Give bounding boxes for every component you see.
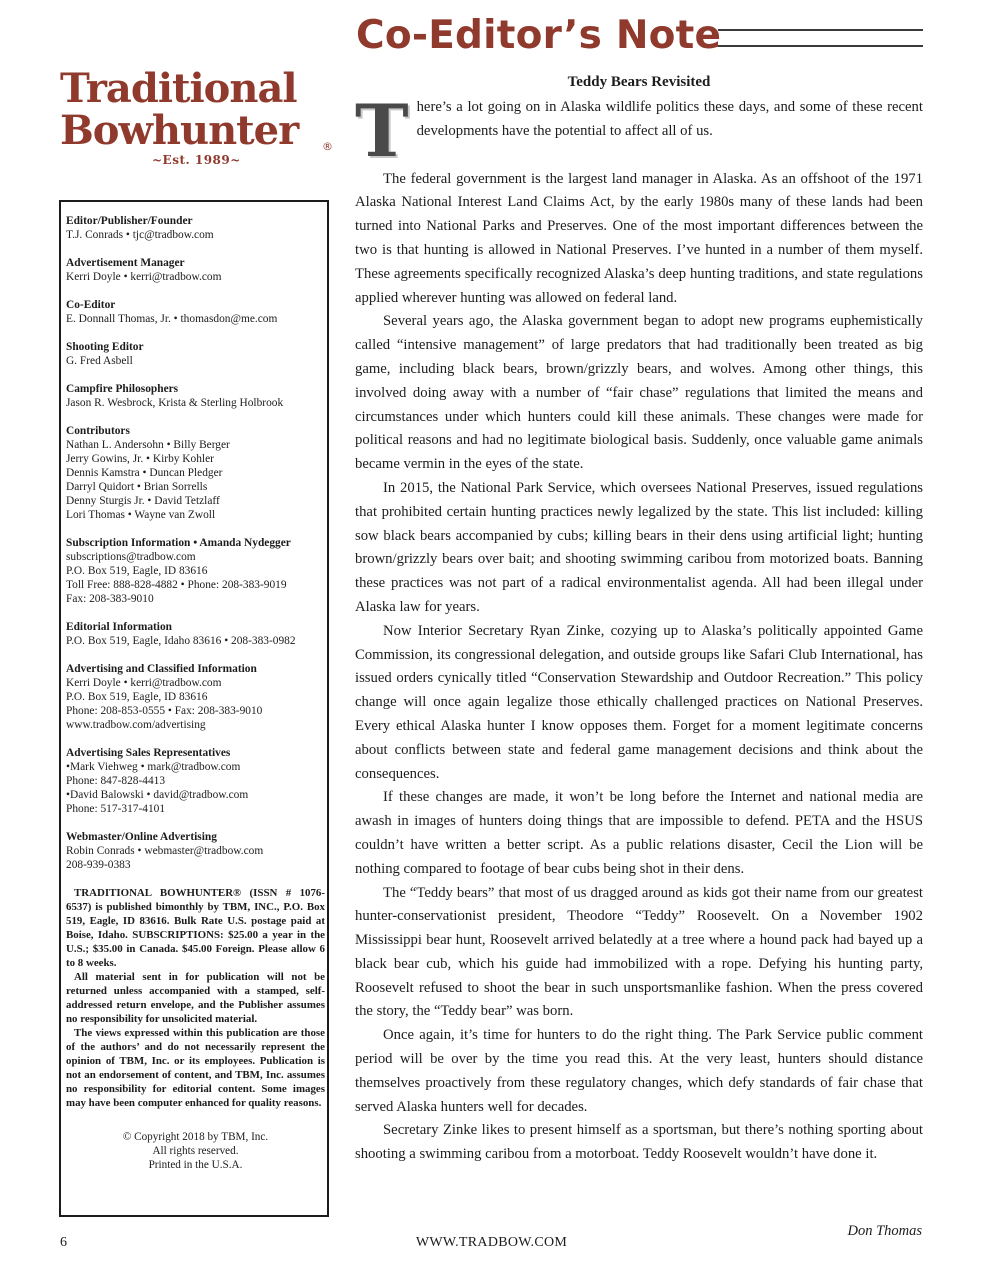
legal-paragraph: TRADITIONAL BOWHUNTER® (ISSN # 1076-6537) is published bimonthly by TBM, INC., P.O. Box 519, Eagle, ID 83616. Bulk Rate U.S. postage paid at Boise, Idaho. SUBSCRIPTIONS: $25.00 a year in the U.S.; $35.00 in Canada. $45.00 Foreign. Please allow 6 to 8 weeks. bbox=[66, 887, 325, 969]
copyright-line: All rights reserved. bbox=[152, 1145, 239, 1157]
masthead-section-title: Co-Editor bbox=[66, 299, 116, 311]
masthead-section bbox=[66, 298, 325, 326]
article-paragraph: The “Teddy bears” that most of us dragged around as kids got their name from our greatest hunter-conservationist president, Theodore “Teddy” Roosevelt. On a November 1902 Mississippi bear hunt, Roosevelt arrived belatedly at a tree where a hound pack had bayed up a black bear cub, which his guide had immobilized with a rope. Defying his hunting party, Roosevelt refused to shoot the bear in such unsportsmanlike fashion. When the press covered the story, the “Teddy bear” was born. bbox=[355, 884, 923, 1020]
article-paragraph: Secretary Zinke likes to present himself as a sportsman, but there’s nothing sporting about shooting a swimming caribou from a motorboat. Teddy Roosevelt wouldn’t have done it. bbox=[355, 1122, 923, 1163]
masthead-line: Nathan L. Andersohn • Billy Berger bbox=[66, 439, 230, 451]
masthead-section bbox=[66, 620, 325, 648]
masthead-section bbox=[66, 340, 325, 368]
masthead-line: •David Balowski • david@tradbow.com bbox=[66, 789, 249, 801]
masthead-section bbox=[66, 536, 325, 606]
copyright-line: © Copyright 2018 by TBM, Inc. bbox=[122, 1131, 269, 1143]
masthead-section bbox=[66, 746, 325, 816]
masthead-line: subscriptions@tradbow.com bbox=[66, 551, 196, 563]
masthead-section bbox=[66, 424, 325, 522]
masthead-line: www.tradbow.com/advertising bbox=[66, 719, 206, 731]
page-heading: Co-Editor’s Note bbox=[356, 13, 722, 58]
masthead-section bbox=[66, 830, 325, 872]
heading-rule-bottom bbox=[718, 45, 923, 47]
masthead-section-title: Contributors bbox=[66, 425, 130, 437]
masthead-line: Denny Sturgis Jr. • David Tetzlaff bbox=[66, 495, 220, 507]
masthead-section bbox=[66, 662, 325, 732]
masthead-line: P.O. Box 519, Eagle, Idaho 83616 • 208-383-0982 bbox=[66, 635, 296, 647]
masthead-line: Jason R. Wesbrock, Krista & Sterling Holbrook bbox=[66, 397, 284, 409]
masthead-section bbox=[66, 214, 325, 242]
masthead-section bbox=[66, 382, 325, 410]
copyright-notice bbox=[66, 1130, 325, 1172]
article-paragraph: If these changes are made, it won’t be long before the Internet and national media are awash in images of hunters doing things that are impossible to defend. PETA and the HSUS couldn’t have written a better script. As a public relations disaster, Cecil the Lion will be nothing compared to footage of bear cubs being shot in their dens. bbox=[355, 789, 923, 877]
masthead-line: P.O. Box 519, Eagle, ID 83616 bbox=[66, 565, 208, 577]
author-signature: Don Thomas bbox=[847, 1223, 922, 1239]
masthead-section-title: Editorial Information bbox=[66, 621, 172, 633]
traditional-bowhunter-logo bbox=[60, 65, 336, 172]
masthead-section-title: Webmaster/Online Advertising bbox=[66, 831, 217, 843]
copyright-line: Printed in the U.S.A. bbox=[148, 1159, 243, 1171]
masthead-section-title: Campfire Philosophers bbox=[66, 383, 179, 395]
article-paragraph: Now Interior Secretary Ryan Zinke, cozying up to Alaska’s politically appointed Game Commission, its congressional delegation, and outside groups like Safari Club International, has issued orders cynically titled “Conservation Stewardship and Outdoor Recreation.” This policy change will once again legalize those ethically challenged practices on National Preserves. Every ethical Alaska hunter I know opposes them. Forget for a moment legitimate concerns about conflicts between state and federal game management decisions and think about the consequences. bbox=[355, 622, 923, 782]
masthead-line: E. Donnall Thomas, Jr. • thomasdon@me.com bbox=[66, 313, 278, 325]
footer-website-link[interactable]: WWW.TRADBOW.COM bbox=[415, 1235, 568, 1250]
article-intro-paragraph bbox=[355, 88, 923, 173]
masthead-section-title: Shooting Editor bbox=[66, 341, 144, 353]
article-paragraph: Several years ago, the Alaska government began to adopt new programs euphemistically called “intensive management” of large predators that had traditionally been treated as big game, including black bears, brown/grizzly bears, and wolves. Among other things, this involved doing away with a number of “fair chase” regulations that limited the means and circumstances under which hunters could kill these animals. These changes were made for political reasons and had no legitimate biological basis. Suddenly, once valuable game animals became vermin in the eyes of the state. bbox=[355, 313, 923, 473]
masthead-section bbox=[66, 256, 325, 284]
masthead-line: Lori Thomas • Wayne van Zwoll bbox=[66, 509, 216, 521]
article-paragraph: Once again, it’s time for hunters to do the right thing. The Park Service public comment period will be over by the time you read this. At the very least, hunters should distance themselves proactively from these regulatory changes, which defy standards of fair chase that served Alaska hunters well for decades. bbox=[355, 1027, 923, 1115]
masthead-box bbox=[59, 200, 329, 1217]
masthead-section-title: Advertising and Classified Information bbox=[66, 663, 257, 675]
masthead-sections bbox=[66, 214, 325, 872]
masthead-line: Toll Free: 888-828-4882 • Phone: 208-383-9019 bbox=[66, 579, 287, 591]
intro-text: here’s a lot going on in Alaska wildlife politics these days, and some of these recent developments have the potential to affect all of us. bbox=[416, 99, 923, 139]
masthead-section-title: Advertising Sales Representatives bbox=[66, 747, 231, 759]
masthead-section-title: Editor/Publisher/Founder bbox=[66, 215, 193, 227]
masthead-section-title: Subscription Information • Amanda Nydegger bbox=[66, 537, 291, 549]
masthead-line: Jerry Gowins, Jr. • Kirby Kohler bbox=[66, 453, 214, 465]
article-title: Teddy Bears Revisited bbox=[567, 74, 711, 90]
masthead-section-title: Advertisement Manager bbox=[66, 257, 185, 269]
heading-rule-top bbox=[718, 29, 923, 31]
masthead-line: P.O. Box 519, Eagle, ID 83616 bbox=[66, 691, 208, 703]
article-body bbox=[355, 168, 923, 1167]
masthead-line: Kerri Doyle • kerri@tradbow.com bbox=[66, 677, 222, 689]
masthead-line: 208-939-0383 bbox=[66, 859, 131, 871]
masthead-line: •Mark Viehweg • mark@tradbow.com bbox=[66, 761, 241, 773]
logo-line-2: Bowhunter bbox=[60, 107, 299, 154]
logo-registered-mark: ® bbox=[322, 140, 333, 153]
masthead-line: Dennis Kamstra • Duncan Pledger bbox=[66, 467, 223, 479]
logo-line-1: Traditional bbox=[60, 65, 297, 112]
masthead-legal bbox=[66, 886, 325, 1110]
masthead-line: Phone: 208-853-0555 • Fax: 208-383-9010 bbox=[66, 705, 263, 717]
masthead-line: Phone: 517-317-4101 bbox=[66, 803, 166, 815]
masthead-line: Kerri Doyle • kerri@tradbow.com bbox=[66, 271, 222, 283]
legal-paragraph: All material sent in for publication will not be returned unless accompanied with a stamped, self-addressed return envelope, and the Publisher assumes no responsibility for unsolicited material. bbox=[66, 971, 325, 1025]
masthead-line: Fax: 208-383-9010 bbox=[66, 593, 154, 605]
article-paragraph: The federal government is the largest land manager in Alaska. As an offshoot of the 1971 Alaska National Interest Land Claims Act, by the early 1980s many of these lands had been turned into National Parks and Preserves. One of the most important differences between the two is that hunting is allowed in National Preserves. I’ve hunted in a number of them myself. These agreements specifically recognized Alaska’s deep hunting traditions, and state regulations applied wherever hunting was allowed on federal land. bbox=[355, 170, 923, 306]
logo-est: ~Est. 1989~ bbox=[152, 153, 241, 167]
legal-paragraph: The views expressed within this publication are those of the authors’ and do not necessarily represent the opinion of TBM, Inc. or its employees. Publication is not an endorsement of content, and TBM, Inc. assumes no responsibility for editorial content. Some images may have been computer enhanced for quality reasons. bbox=[66, 1027, 325, 1109]
masthead-line: Robin Conrads • webmaster@tradbow.com bbox=[66, 845, 264, 857]
masthead-line: T.J. Conrads • tjc@tradbow.com bbox=[66, 229, 214, 241]
drop-cap: T bbox=[355, 88, 409, 173]
page-number: 6 bbox=[60, 1235, 67, 1250]
masthead-line: G. Fred Asbell bbox=[66, 355, 133, 367]
masthead-line: Phone: 847-828-4413 bbox=[66, 775, 166, 787]
article bbox=[355, 72, 923, 1167]
masthead-line: Darryl Quidort • Brian Sorrells bbox=[66, 481, 208, 493]
article-paragraph: In 2015, the National Park Service, which oversees National Preserves, issued regulations that prohibited certain hunting practices newly legalized by the state. This list included: killing sow black bears accompanied by cubs; killing bears in their dens using artificial light; hunting brown/grizzly bears over bait; and shooting swimming caribou from motorized boats. Banning these practices was not part of a radical environmentalist agenda. All had been illegal under Alaska law for years. bbox=[355, 479, 923, 615]
